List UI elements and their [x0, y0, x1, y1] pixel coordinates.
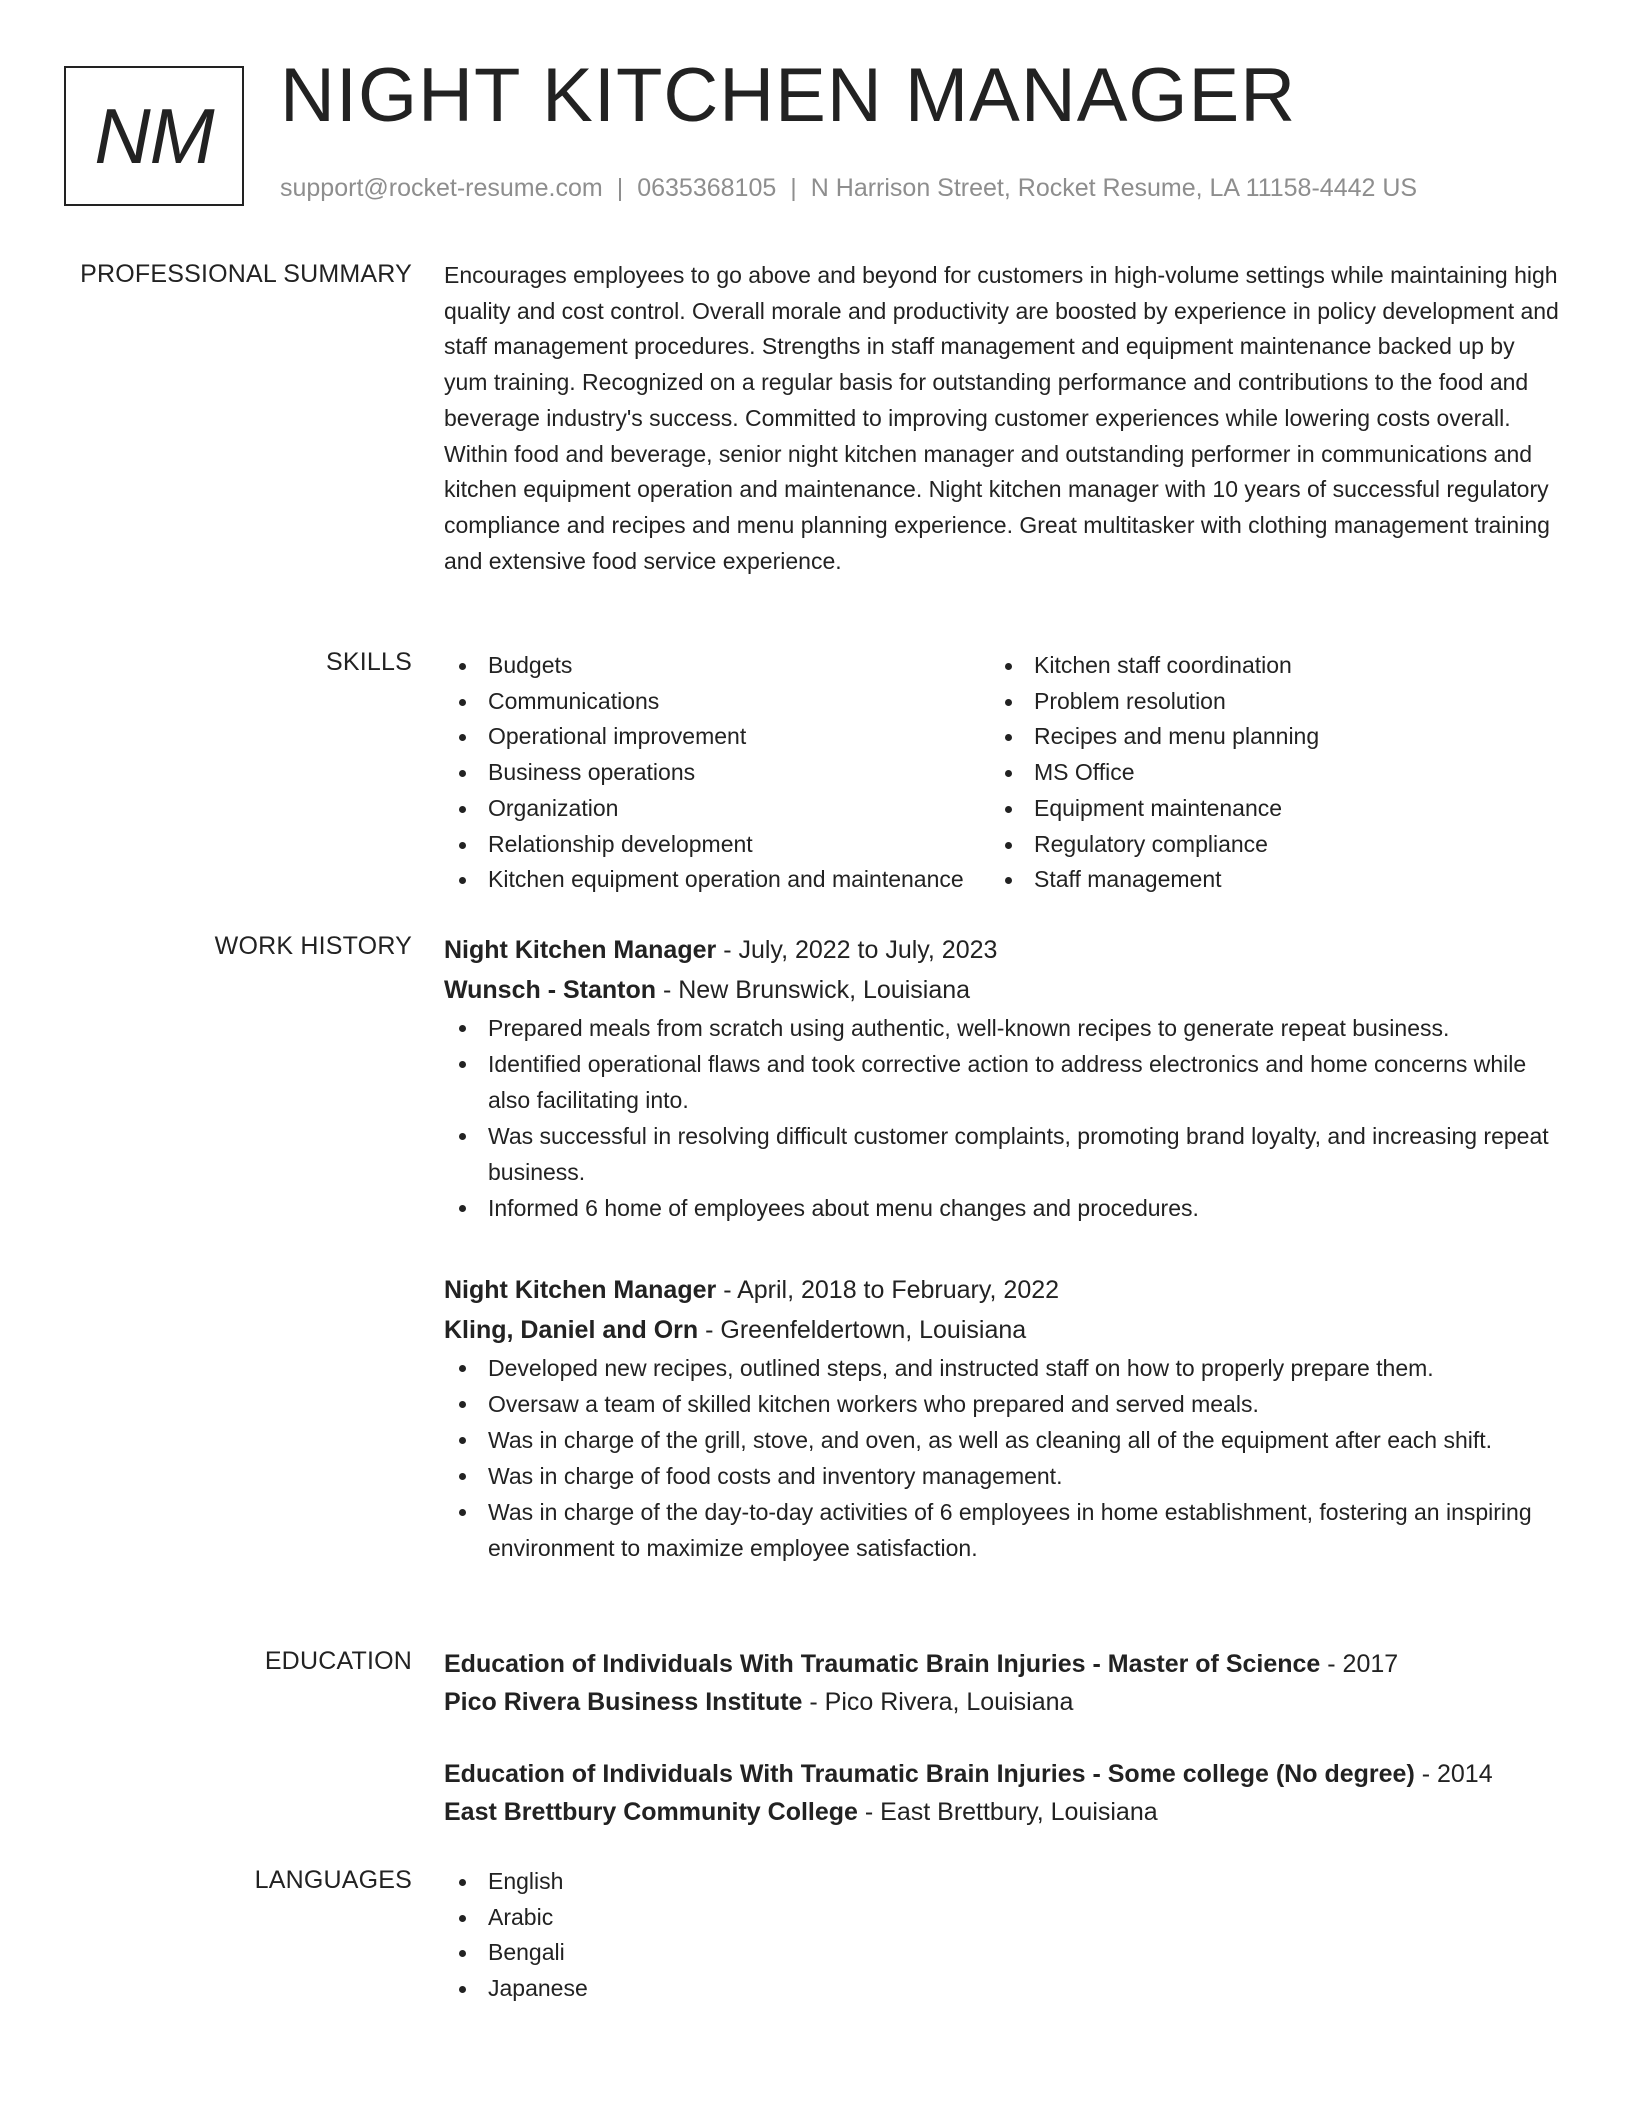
monogram-box: [64, 66, 244, 206]
skills-grid: [444, 648, 1560, 898]
monogram-initials: NM: [94, 91, 214, 180]
contact-line: [280, 174, 1417, 203]
job-company-line: [444, 1310, 1560, 1350]
contact-email: support@rocket-resume.com: [280, 174, 603, 202]
education-degree-line: [444, 1755, 1560, 1793]
job-company-line: [444, 970, 1560, 1010]
job-title-line: [444, 1270, 1560, 1310]
job-entry: [444, 930, 1560, 1226]
job-location: - New Brunswick, Louisiana: [656, 976, 971, 1004]
skill-item: Communications: [444, 684, 990, 720]
education-degree: Education of Individuals With Traumatic Brain Injuries - Some college (No degree): [444, 1760, 1415, 1788]
skills-body: [444, 648, 1560, 898]
education-degree: Education of Individuals With Traumatic Brain Injuries - Master of Science: [444, 1650, 1321, 1678]
summary-text: Encourages employees to go above and beyond for customers in high-volume settings while maintaining high quality and cost control. Overall morale and productivity are boosted by experience in policy development and staff management procedures. Strengths in staff management and equipment maintenance backed up by yum training. Recognized on a regular basis for outstanding performance and contributions to the food and beverage industry's success. Committed to improving customer experiences while lowering costs overall. Within food and beverage, senior night kitchen manager and outstanding performer in communications and kitchen equipment operation and maintenance. Night kitchen manager with 10 years of successful regulatory compliance and recipes and menu planning experience. Great multitasker with clothing management training and extensive food service experience.: [444, 262, 1559, 574]
skill-item: Regulatory compliance: [990, 827, 1536, 863]
skill-item: MS Office: [990, 755, 1536, 791]
contact-separator: |: [616, 174, 624, 202]
education-school-line: [444, 1793, 1560, 1831]
job-entry: [444, 1270, 1560, 1566]
job-company: Kling, Daniel and Orn: [444, 1316, 699, 1344]
job-bullet: Oversaw a team of skilled kitchen workers who prepared and served meals.: [444, 1386, 1560, 1422]
job-company: Wunsch - Stanton: [444, 976, 657, 1004]
work-history-heading: WORK HISTORY: [214, 932, 412, 960]
job-dates: - July, 2022 to July, 2023: [716, 936, 998, 964]
job-location: - Greenfeldertown, Louisiana: [698, 1316, 1027, 1344]
skill-item: Problem resolution: [990, 684, 1536, 720]
skills-column-left: [444, 648, 990, 898]
job-bullet: Informed 6 home of employees about menu changes and procedures.: [444, 1190, 1560, 1226]
job-title: Night Kitchen Manager: [444, 1276, 717, 1304]
education-school: Pico Rivera Business Institute: [444, 1688, 803, 1716]
education-heading: EDUCATION: [264, 1647, 412, 1675]
education-entry: [444, 1645, 1560, 1721]
skill-item: Staff management: [990, 862, 1536, 898]
job-bullet-list: [444, 1350, 1560, 1566]
skill-item: Recipes and menu planning: [990, 719, 1536, 755]
job-bullet-list: [444, 1010, 1560, 1226]
language-item: Japanese: [444, 1971, 1560, 2007]
skill-item: Business operations: [444, 755, 990, 791]
skill-item: Operational improvement: [444, 719, 990, 755]
job-bullet: Prepared meals from scratch using authentic, well-known recipes to generate repeat business.: [444, 1010, 1560, 1046]
skills-column-right: [990, 648, 1536, 898]
candidate-name: NIGHT KITCHEN MANAGER: [280, 53, 1297, 138]
skill-item: Kitchen equipment operation and maintenance: [444, 862, 990, 898]
education-location: - East Brettbury, Louisiana: [857, 1798, 1158, 1826]
language-item: Bengali: [444, 1935, 1560, 1971]
job-bullet: Was in charge of food costs and inventory management.: [444, 1458, 1560, 1494]
summary-heading: PROFESSIONAL SUMMARY: [80, 260, 412, 288]
skill-item: Budgets: [444, 648, 990, 684]
job-title: Night Kitchen Manager: [444, 936, 717, 964]
languages-body: [444, 1864, 1560, 2007]
job-bullet: Was in charge of the day-to-day activities of 6 employees in home establishment, fostering an inspiring environment to maximize employee satisfaction.: [444, 1494, 1560, 1566]
languages-list: [444, 1864, 1560, 2007]
job-bullet: Identified operational flaws and took corrective action to address electronics and home concerns while also facilitating into.: [444, 1046, 1560, 1118]
education-school: East Brettbury Community College: [444, 1798, 858, 1826]
languages-heading: LANGUAGES: [254, 1866, 412, 1894]
education-entry: [444, 1755, 1560, 1831]
job-title-line: [444, 930, 1560, 970]
education-year: - 2014: [1414, 1760, 1493, 1788]
skill-item: Organization: [444, 791, 990, 827]
job-bullet: Was successful in resolving difficult customer complaints, promoting brand loyalty, and increasing repeat business.: [444, 1118, 1560, 1190]
skill-item: Equipment maintenance: [990, 791, 1536, 827]
education-location: - Pico Rivera, Louisiana: [802, 1688, 1074, 1716]
skill-item: Relationship development: [444, 827, 990, 863]
language-item: English: [444, 1864, 1560, 1900]
contact-separator: |: [790, 174, 797, 202]
education-degree-line: [444, 1645, 1560, 1683]
job-bullet: Was in charge of the grill, stove, and oven, as well as cleaning all of the equipment after each shift.: [444, 1422, 1560, 1458]
skills-heading: SKILLS: [326, 648, 412, 676]
job-dates: - April, 2018 to February, 2022: [716, 1276, 1060, 1304]
skill-item: Kitchen staff coordination: [990, 648, 1536, 684]
education-year: - 2017: [1320, 1650, 1399, 1678]
job-bullet: Developed new recipes, outlined steps, and instructed staff on how to properly prepare them.: [444, 1350, 1560, 1386]
language-item: Arabic: [444, 1900, 1560, 1936]
contact-phone: 0635368105: [637, 174, 777, 202]
education-school-line: [444, 1683, 1560, 1721]
contact-address: N Harrison Street, Rocket Resume, LA 11158-4442 US: [810, 174, 1418, 202]
summary-body: [444, 258, 1560, 579]
